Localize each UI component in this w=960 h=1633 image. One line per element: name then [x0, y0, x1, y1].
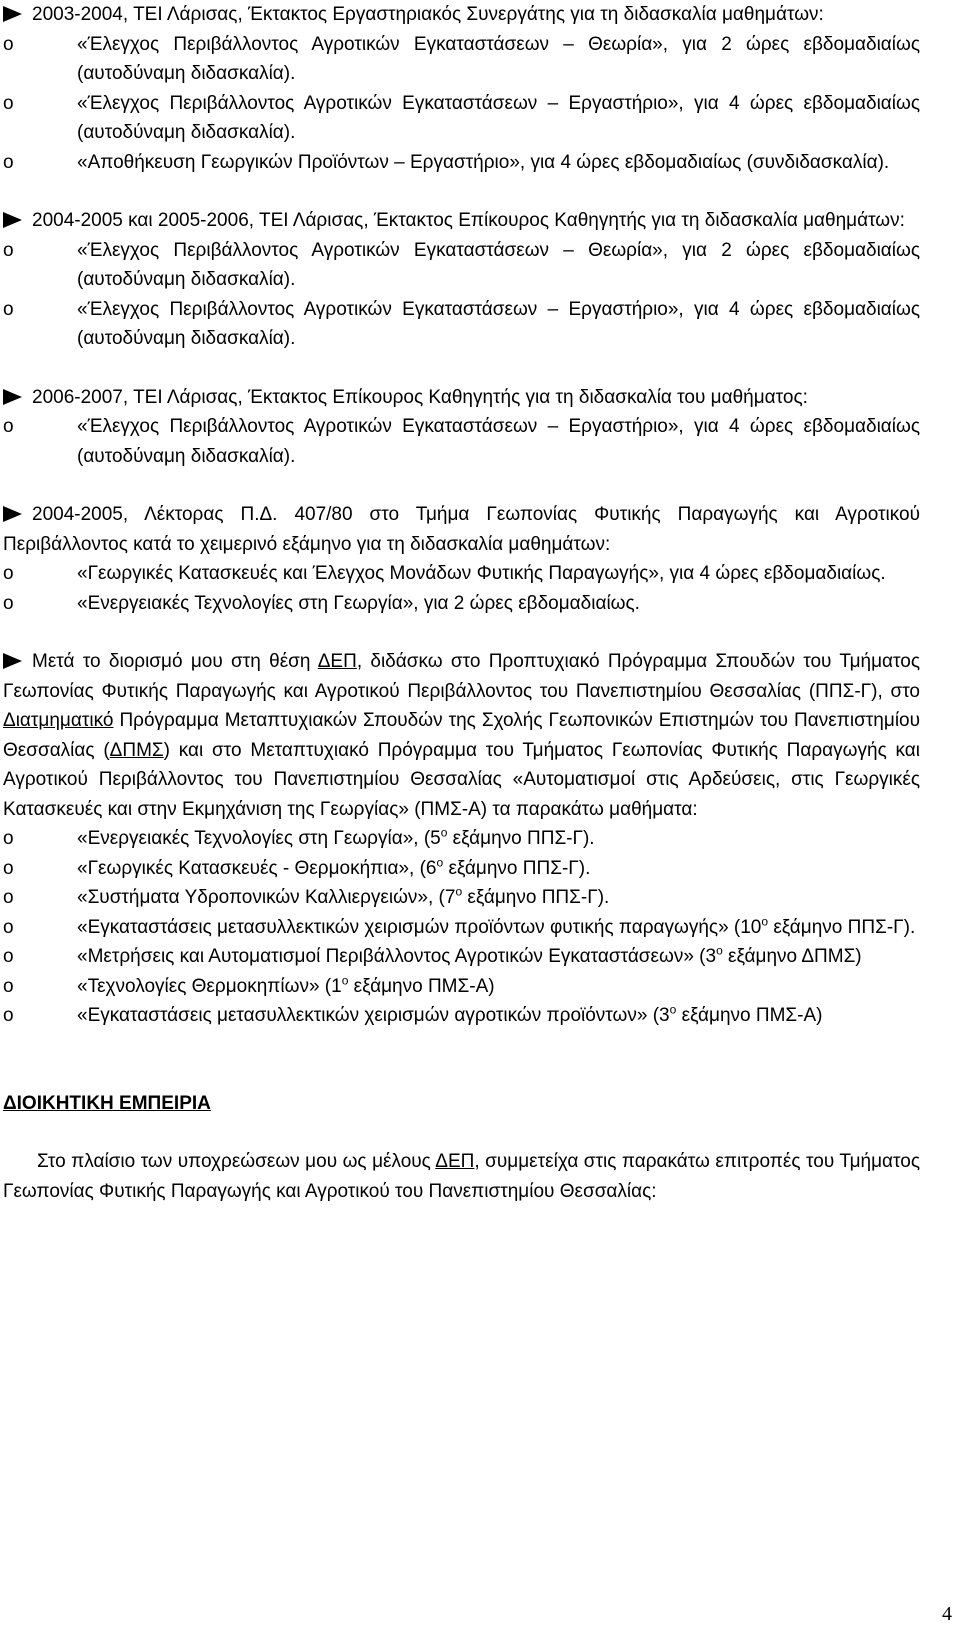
page-number: 4: [942, 1602, 952, 1625]
list-item: o «Έλεγχος Περιβάλλοντος Αγροτικών Εγκαταστάσεων – Εργαστήριο», για 4 ώρες εβδομαδιαίως (αυτοδύναμη διδασκαλία).: [0, 412, 920, 471]
arrow-bullet-icon: [3, 6, 22, 22]
circle-bullet-icon: o: [3, 946, 14, 967]
teaching-entry-dep: Μετά το διορισμό μου στη θέση ΔΕΠ, διδάσκω στο Προπτυχιακό Πρόγραμμα Σπουδών του Τμήματος Γεωπονίας Φυτικής Παραγωγής και Αγροτικού Περιβάλλοντος του Πανεπιστημίου Θεσσαλίας (ΠΠΣ-Γ), στο Διατμηματικό Πρόγραμμα Μεταπτυχιακών Σπουδών της Σχολής Γεωπονικών Επιστημών του Πανεπιστημίου Θεσσαλίας (ΔΠΜΣ) και στο Μεταπτυχιακό Πρόγραμμα του Τμήματος Γεωπονίας Φυτικής Παραγωγής και Αγροτικού Περιβάλλοντος του Πανεπιστημίου Θεσσαλίας «Αυτοματισμοί στις Αρδεύσεις, στις Γεωργικές Κατασκευές και στην Εκμηχάνιση της Γεωργίας» (ΠΜΣ-Α) τα παρακάτω μαθήματα:: [3, 651, 920, 820]
circle-bullet-icon: o: [3, 416, 14, 437]
list-item: o «Εγκαταστάσεις μετασυλλεκτικών χειρισμών προϊόντων φυτικής παραγωγής» ($10^o$ εξάμηνο ΠΠΣ-Γ).: [0, 913, 920, 943]
list-item: o «Έλεγχος Περιβάλλοντος Αγροτικών Εγκαταστάσεων – Θεωρία», για 2 ώρες εβδομαδιαίως (αυτοδύναμη διδασκαλία).: [0, 30, 920, 89]
circle-bullet-icon: o: [3, 563, 14, 584]
circle-bullet-icon: o: [3, 887, 14, 908]
teaching-entry-2006-2007: 2006-2007, ΤΕΙ Λάρισας, Έκτακτος Επίκουρος Καθηγητής για τη διδασκαλία του μαθήματος:: [3, 383, 920, 413]
circle-bullet-icon: o: [3, 1005, 14, 1026]
arrow-bullet-icon: [3, 389, 22, 405]
list-item: o «Γεωργικές Κατασκευές και Έλεγχος Μονάδων Φυτικής Παραγωγής», για 4 ώρες εβδομαδιαίως.: [0, 559, 920, 589]
section-heading: ΔΙΟΙΚΗΤΙΚΗ ΕΜΠΕΙΡΙΑ: [3, 1092, 211, 1114]
circle-bullet-icon: o: [3, 592, 14, 614]
teaching-entry-2004-2006: 2004-2005 και 2005-2006, ΤΕΙ Λάρισας, Έκτακτος Επίκουρος Καθηγητής για τη διδασκαλία μαθημάτων:: [3, 206, 920, 236]
circle-bullet-icon: o: [3, 916, 14, 938]
list-item: o «Εγκαταστάσεις μετασυλλεκτικών χειρισμών αγροτικών προϊόντων» ($3^o$ εξάμηνο ΠΜΣ-Α): [0, 1001, 920, 1031]
course-list-lecturer: [0, 559, 924, 618]
teaching-entry-2003: 2003-2004, ΤΕΙ Λάρισας, Έκτακτος Εργαστηριακός Συνεργάτης για τη διδασκαλία μαθημάτων:: [3, 0, 920, 30]
course-list-dep: [0, 824, 924, 1031]
list-item: o «Αποθήκευση Γεωργικών Προϊόντων – Εργαστήριο», για 4 ώρες εβδομαδιαίως (συνδιδασκαλία).: [0, 148, 920, 178]
list-item: o «Μετρήσεις και Αυτοματισμοί Περιβάλλοντος Αγροτικών Εγκαταστάσεων» ($3^o$ εξάμηνο ΔΠΜΣ): [0, 942, 920, 972]
circle-bullet-icon: o: [3, 33, 14, 55]
circle-bullet-icon: o: [3, 828, 14, 849]
list-item: o «Γεωργικές Κατασκευές - Θερμοκήπια», ($6^o$ εξάμηνο ΠΠΣ-Γ).: [0, 854, 920, 884]
arrow-bullet-icon: [3, 653, 22, 669]
list-item: o «Συστήματα Υδροπονικών Καλλιεργειών», ($7^o$ εξάμηνο ΠΠΣ-Γ).: [0, 883, 920, 913]
list-item: o «Έλεγχος Περιβάλλοντος Αγροτικών Εγκαταστάσεων – Εργαστήριο», για 4 ώρες εβδομαδιαίως (αυτοδύναμη διδασκαλία).: [0, 89, 920, 148]
arrow-bullet-icon: [3, 506, 22, 522]
circle-bullet-icon: o: [3, 857, 14, 879]
list-item: o «Ενεργειακές Τεχνολογίες στη Γεωργία», για 2 ώρες εβδομαδιαίως.: [0, 589, 920, 619]
course-list-2006-2007: [0, 412, 924, 471]
circle-bullet-icon: o: [3, 92, 14, 114]
course-list-2004-2006: [0, 236, 924, 354]
circle-bullet-icon: o: [3, 151, 14, 173]
section-paragraph: Στο πλαίσιο των υποχρεώσεων μου ως μέλους ΔΕΠ, συμμετείχα στις παρακάτω επιτροπές του Τμήματος Γεωπονίας Φυτικής Παραγωγής και Αγροτικού του Πανεπιστημίου Θεσσαλίας:: [3, 1151, 920, 1202]
arrow-bullet-icon: [3, 212, 22, 228]
circle-bullet-icon: o: [3, 239, 14, 261]
course-list-2003: [0, 30, 924, 178]
circle-bullet-icon: o: [3, 975, 14, 997]
list-item: o «Έλεγχος Περιβάλλοντος Αγροτικών Εγκαταστάσεων – Θεωρία», για 2 ώρες εβδομαδιαίως (αυτοδύναμη διδασκαλία).: [0, 236, 920, 295]
list-item: o «Έλεγχος Περιβάλλοντος Αγροτικών Εγκαταστάσεων – Εργαστήριο», για 4 ώρες εβδομαδιαίως (αυτοδύναμη διδασκαλία).: [0, 295, 920, 354]
list-item: o «Τεχνολογίες Θερμοκηπίων» ($1^o$ εξάμηνο ΠΜΣ-Α): [0, 972, 920, 1002]
list-item: o «Ενεργειακές Τεχνολογίες στη Γεωργία», ($5^o$ εξάμηνο ΠΠΣ-Γ).: [0, 824, 920, 854]
circle-bullet-icon: o: [3, 298, 14, 320]
teaching-entry-lecturer: 2004-2005, Λέκτορας Π.Δ. 407/80 στο Τμήμα Γεωπονίας Φυτικής Παραγωγής και Αγροτικού Περιβάλλοντος κατά το χειμερινό εξάμηνο για τη διδασκαλία μαθημάτων:: [3, 504, 920, 555]
